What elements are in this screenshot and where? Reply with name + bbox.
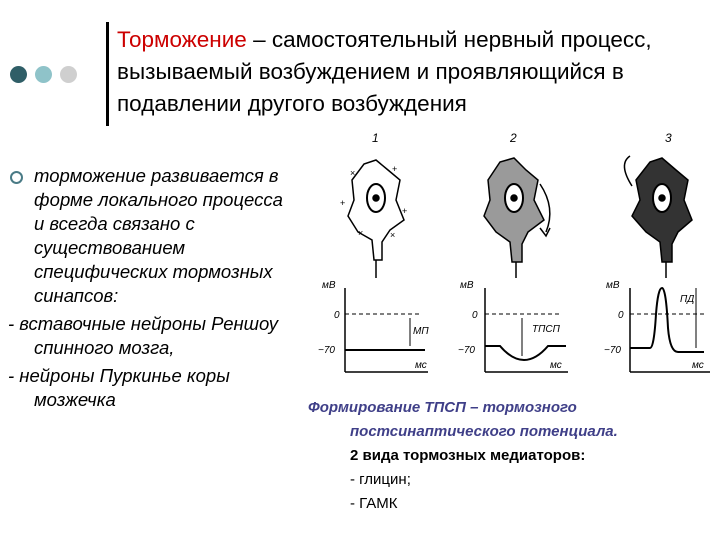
dot-gray: [60, 66, 77, 83]
title-rest: – самостоятельный нервный процесс, вызываемый возбуждением и проявляющийся в подавлении другого возбуждения: [117, 27, 652, 116]
neuron-1-drawing: [348, 160, 404, 278]
figure-caption: [308, 396, 708, 516]
dot-dark: [10, 66, 27, 83]
caption-gaba: - ГАМК: [350, 495, 398, 512]
axis-unit-1: мВ: [322, 280, 336, 291]
bullet-circle-icon: [10, 171, 23, 184]
bullet-main: [8, 164, 298, 308]
svg-text:+: +: [340, 198, 346, 208]
list-item-renshaw: - вставочные нейроны Реншоу спинного мозга,: [8, 313, 278, 358]
caption-mediators: 2 вида тормозных медиаторов:: [350, 447, 586, 464]
zero-label-3: 0: [618, 310, 624, 321]
title-accent: Торможение: [117, 27, 247, 52]
neuron-2-drawing: [484, 158, 550, 278]
svg-text:×: ×: [358, 228, 364, 238]
bullet-list: [8, 164, 298, 412]
label-tpsp: ТПСП: [532, 324, 560, 335]
graphs: [345, 288, 710, 372]
caption-title: Формирование ТПСП – тормозного постсинаптического потенциала.: [308, 399, 618, 440]
time-unit-2: мс: [550, 360, 562, 371]
panel-number-2: 2: [510, 131, 517, 145]
zero-label-2: 0: [472, 310, 478, 321]
neg-label-1: −70: [318, 345, 335, 356]
zero-label-1: 0: [334, 310, 340, 321]
svg-text:+: +: [392, 164, 398, 174]
axis-unit-2: мВ: [460, 280, 474, 291]
axis-unit-3: мВ: [606, 280, 620, 291]
time-unit-3: мс: [692, 360, 704, 371]
slide-dots: [10, 66, 77, 83]
svg-text:×: ×: [390, 230, 396, 240]
time-unit-1: мс: [415, 360, 427, 371]
neg-label-2: −70: [458, 345, 475, 356]
dot-teal: [35, 66, 52, 83]
svg-text:+: +: [402, 206, 408, 216]
slide-title: [117, 24, 697, 120]
neuron-3-drawing: [624, 156, 692, 278]
bullet-text: торможение развивается в форме локального процесса и всегда связано с существованием специфических тормозных синапсов:: [34, 165, 283, 306]
neuron-figure: [300, 128, 710, 380]
list-item-purkinje: - нейроны Пуркинье коры мозжечка: [8, 365, 230, 410]
title-divider: [106, 22, 109, 126]
svg-text:×: ×: [350, 168, 356, 178]
panel-number-3: 3: [665, 131, 672, 145]
neg-label-3: −70: [604, 345, 621, 356]
panel-number-1: 1: [372, 131, 379, 145]
label-pd: ПД: [680, 294, 695, 305]
label-mp: МП: [413, 326, 429, 337]
caption-glycine: - глицин;: [350, 471, 411, 488]
